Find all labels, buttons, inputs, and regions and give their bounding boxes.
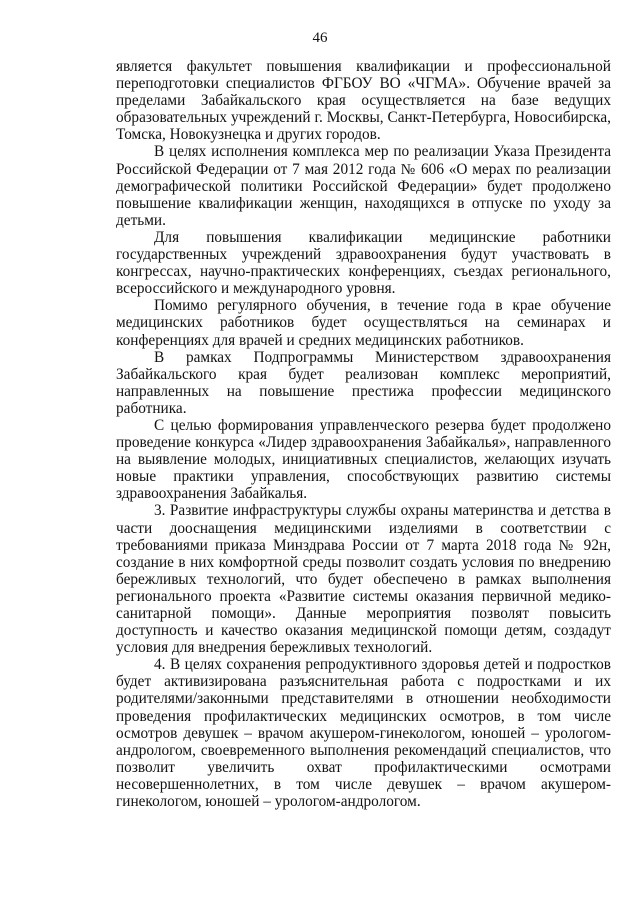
paragraph-conferences: Для повышения квалификации медицинские работники государственных учреждений здравоохранения будут участвовать в конгрессах, научно-практических конференциях, съездах регионального, всероссийского и международного уровня. <box>116 228 611 298</box>
paragraph-continuation: является факультет повышения квалификации и профессиональной переподготовки специалистов ФГБОУ ВО «ЧГМА». Обучение врачей за пределами Забайкальского края осуществляется на базе ведущих образовательных учреждений г. Москвы, Санкт-Петербурга, Новосибирска, Томска, Новокузнецка и других городов. <box>116 58 611 144</box>
page-number: 46 <box>312 30 328 46</box>
paragraph-management-reserve: С целью формирования управленческого резерва будет продолжено проведение конкурса «Лидер здравоохранения Забайкалья», направленного на выявление молодых, инициативных специалистов, желающих изучать новые практики управления, способствующих развитию системы здравоохранения Забайкалья. <box>116 416 611 503</box>
paragraph-prestige: В рамках Подпрограммы Министерством здравоохранения Забайкальского края будет реализован комплекс мероприятий, направленных на повышение престижа профессии медицинского работника. <box>116 348 611 417</box>
paragraph-reproductive-health: 4. В целях сохранения репродуктивного здоровья детей и подростков будет активизирована разъяснительная работа с подростками и их родителями/законными представителями в отношении необходимости проведения профилактических медицинских осмотров, в том числе осмотров девушек – врачом акушером-гинекологом, юношей – урологом-андрологом, своевременного выполнения рекомендаций специалистов, что позволит увеличить охват профилактическими осмотрами несовершеннолетних, в том числе девушек – врачом акушером-гинекологом, юношей – урологом-андрологом. <box>116 656 611 811</box>
paragraph-decree-training: В целях исполнения комплекса мер по реализации Указа Президента Российской Федерации от 7 мая 2012 года № 606 «О мерах по реализации демографической политики Российской Федерации» будет продолжено повышение квалификации женщин, находящихся в отпуске по уходу за детьми. <box>116 143 611 229</box>
paragraph-infrastructure: 3. Развитие инфраструктуры службы охраны материнства и детства в части дооснащения медицинскими изделиями в соответствии с требованиями приказа Минздрава России от 7 марта 2018 года № 92н, создание в них комфортной среды позволит создать условия по внедрению бережливых технологий, что будет обеспечено в рамках выполнения регионального проекта «Развитие системы оказания первичной медико-санитарной помощи». Данные мероприятия позволят повысить доступность и качество оказания медицинской помощи детям, создадут условия для внедрения бережливых технологий. <box>116 502 611 657</box>
paragraph-regular-training: Помимо регулярного обучения, в течение года в крае обучение медицинских работников будет осуществляться на семинарах и конференциях для врачей и средних медицинских работников. <box>116 297 611 349</box>
document-body <box>116 58 611 810</box>
